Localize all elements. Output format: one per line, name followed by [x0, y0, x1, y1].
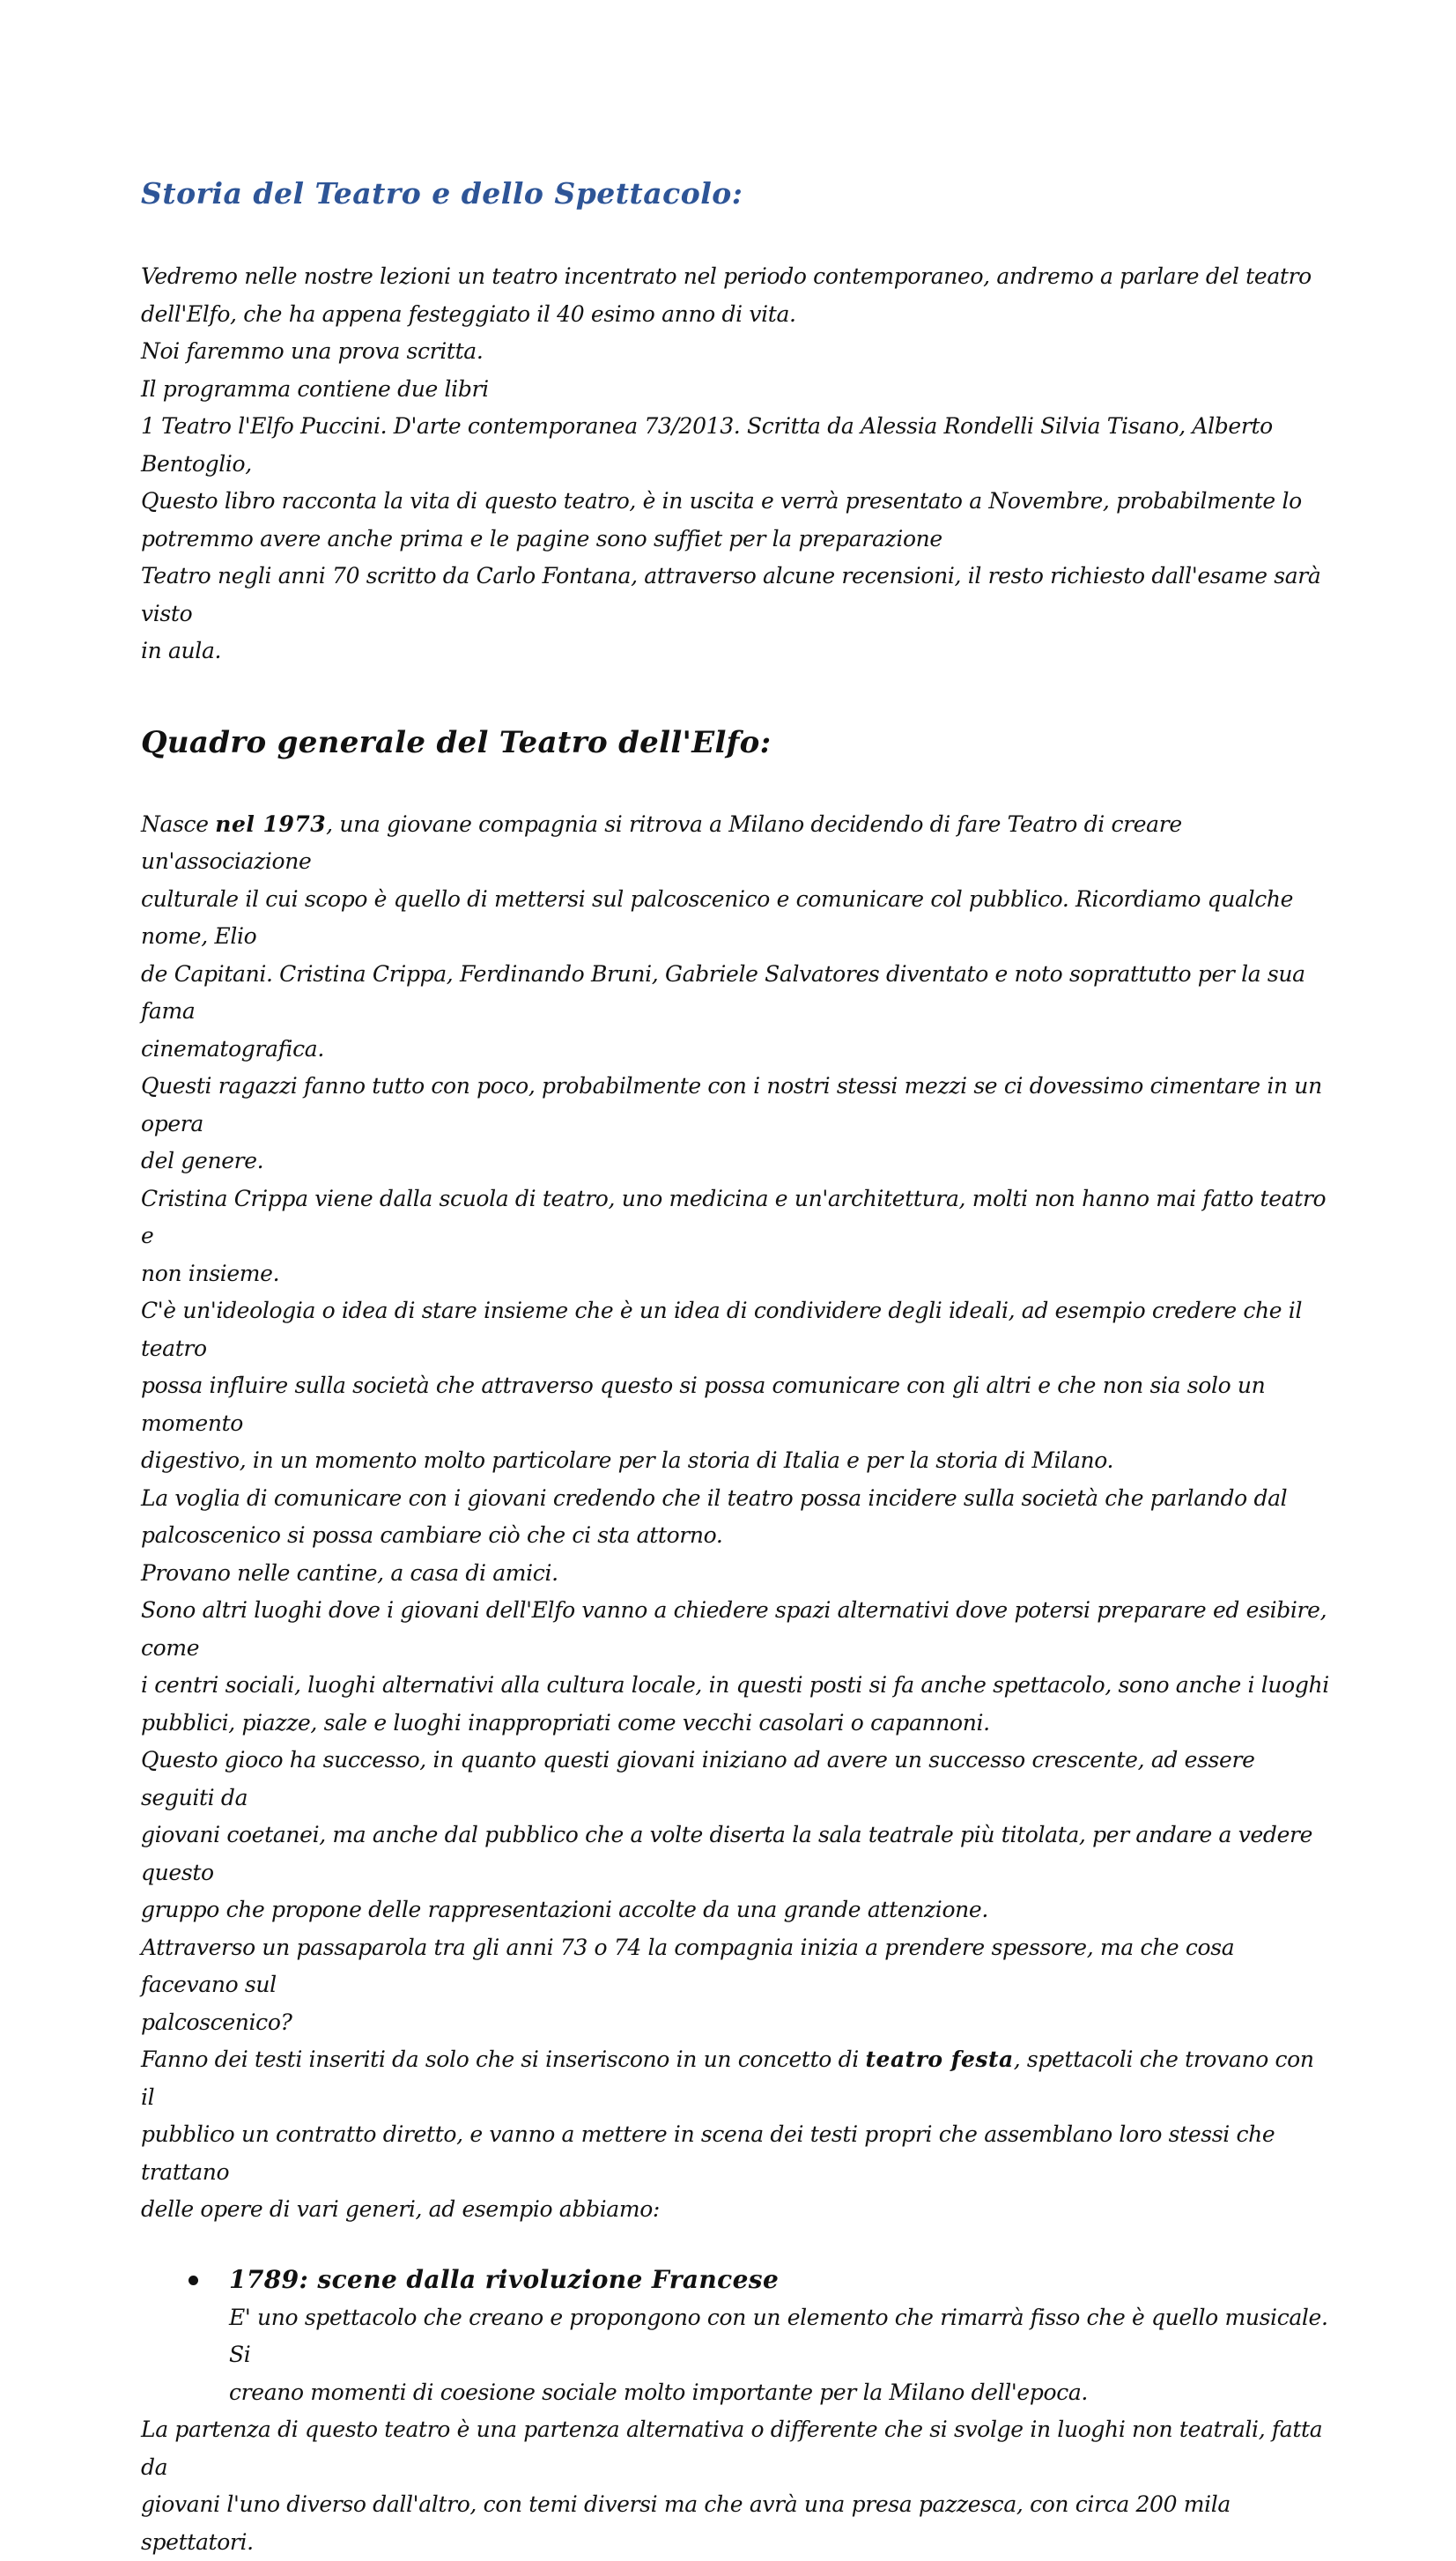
text-line: cinematografica.: [141, 1035, 324, 1062]
list-item-title: 1789: scene dalla rivoluzione Francese: [229, 2264, 780, 2294]
text-line: de Capitani. Cristina Crippa, Ferdinando Bruni, Gabriele Salvatores diventato e noto soprattutto per la sua fama: [141, 960, 1305, 1024]
text-line: Questi ragazzi fanno tutto con poco, probabilmente con i nostri stessi mezzi se ci dovessimo cimentare in un opera: [141, 1073, 1322, 1136]
text-line: Cristina Crippa viene dalla scuola di teatro, uno medicina e un'architettura, molti non hanno mai fatto teatro e: [141, 1185, 1327, 1248]
text-line: potremmo avere anche prima e le pagine sono suffiet per la preparazione: [141, 525, 942, 551]
text-line: Bentoglio,: [141, 450, 252, 477]
bold-year: nel 1973: [215, 810, 327, 837]
text-line: delle opere di vari generi, ad esempio abbiamo:: [141, 2196, 660, 2222]
text-line: gruppo che propone delle rappresentazioni accolte da una grande attenzione.: [141, 1897, 988, 1922]
text-line: Attraverso un passaparola tra gli anni 73 o 74 la compagnia inizia a prendere spessore, ma che cosa facevano sul: [141, 1934, 1235, 1997]
text-line: C'è un'ideologia o idea di stare insieme che è un idea di condividere degli ideali, ad esempio credere che il teatro: [141, 1298, 1303, 1361]
text-run: Fanno dei testi inseriti da solo che si inseriscono in un concetto di: [141, 2047, 866, 2072]
text-run: Nasce: [141, 810, 216, 837]
text-line: giovani coetanei, ma anche dal pubblico che a volte diserta la sala teatrale più titolata, per andare a vedere questo: [141, 1822, 1313, 1885]
bold-teatro-festa: teatro festa: [865, 2047, 1014, 2072]
intro-paragraph: [141, 258, 1330, 670]
text-line: pubblici, piazze, sale e luoghi inappropriati come vecchi casolari o capannoni.: [141, 1709, 990, 1736]
text-line: digestivo, in un momento molto particolare per la storia di Italia e per la storia di Milano.: [141, 1447, 1114, 1473]
text-line: dell'Elfo, che ha appena festeggiato il 40 esimo anno di vita.: [141, 300, 796, 327]
text-line: La partenza di questo teatro è una partenza alternativa o differente che si svolge in luoghi non teatrali, fatta da: [141, 2417, 1323, 2480]
section-title-quadro: Quadro generale del Teatro dell'Elfo:: [141, 724, 772, 760]
text-line-nasce: [141, 806, 1330, 881]
list-item: [141, 2261, 1330, 2412]
text-line: possa influire sulla società che attraverso questo si possa comunicare con gli altri e che non sia solo un momento: [141, 1373, 1266, 1436]
text-line: palcoscenico si possa cambiare ciò che ci sta attorno.: [141, 1522, 723, 1548]
text-line: 1 Teatro l'Elfo Puccini. D'arte contemporanea 73/2013. Scritta da Alessia Rondelli Silvia Tisano, Alberto: [141, 413, 1273, 439]
text-line: in aula.: [141, 638, 222, 663]
text-line: del genere.: [141, 1148, 264, 1173]
performance-list: [141, 2261, 1330, 2412]
text-line: Questo gioco ha successo, in quanto questi giovani iniziano ad avere un successo crescente, ad essere seguiti da: [141, 1747, 1255, 1810]
text-line: Teatro negli anni 70 scritto da Carlo Fontana, attraverso alcune recensioni, il resto richiesto dall'esame sarà visto: [141, 563, 1321, 626]
list-item-desc: E' uno spettacolo che creano e propongono con un elemento che rimarrà fisso che è quello musicale. Si: [229, 2304, 1328, 2367]
text-line: non insieme.: [141, 1260, 280, 1286]
text-line: i centri sociali, luoghi alternativi alla cultura locale, in questi posti si fa anche spettacolo, sono anche i luoghi: [141, 1672, 1329, 1698]
text-line: palcoscenico?: [141, 2009, 292, 2035]
list-item-desc: creano momenti di coesione sociale molto importante per la Milano dell'epoca.: [229, 2379, 1089, 2405]
text-line: La voglia di comunicare con i giovani credendo che il teatro possa incidere sulla società che parlando dal: [141, 1484, 1288, 1511]
text-line: Noi faremmo una prova scritta.: [141, 338, 484, 364]
text-line: Il programma contiene due libri: [141, 375, 489, 402]
text-run: , una giovane compagnia si ritrova a Milano decidendo di fare Teatro di creare un'associazione: [141, 810, 1182, 874]
bullet-icon: [188, 2276, 198, 2285]
text-line-festa: [141, 2041, 1330, 2116]
closing-paragraph: [141, 2411, 1330, 2561]
section-title-storia: Storia del Teatro e dello Spettacolo:: [141, 176, 743, 211]
text-line: Vedremo nelle nostre lezioni un teatro incentrato nel periodo contemporaneo, andremo a parlare del teatro: [141, 263, 1312, 289]
text-line: culturale il cui scopo è quello di mettersi sul palcoscenico e comunicare col pubblico. Ricordiamo qualche nome, Elio: [141, 885, 1294, 949]
main-paragraph: [141, 806, 1330, 2229]
text-run: , spettacoli che trovano con il: [141, 2047, 1314, 2110]
document-page: [141, 176, 1330, 2561]
text-line: Provano nelle cantine, a casa di amici.: [141, 1559, 558, 1586]
text-line: Questo libro racconta la vita di questo teatro, è in uscita e verrà presentato a Novembre, probabilmente lo: [141, 488, 1302, 514]
text-line: pubblico un contratto diretto, e vanno a mettere in scena dei testi propri che assemblano loro stessi che trattano: [141, 2121, 1275, 2185]
text-line: Sono altri luoghi dove i giovani dell'Elfo vanno a chiedere spazi alternativi dove potersi preparare ed esibire, come: [141, 1597, 1327, 1661]
text-line: giovani l'uno diverso dall'altro, con temi diversi ma che avrà una presa pazzesca, con circa 200 mila spettatori.: [141, 2491, 1231, 2555]
